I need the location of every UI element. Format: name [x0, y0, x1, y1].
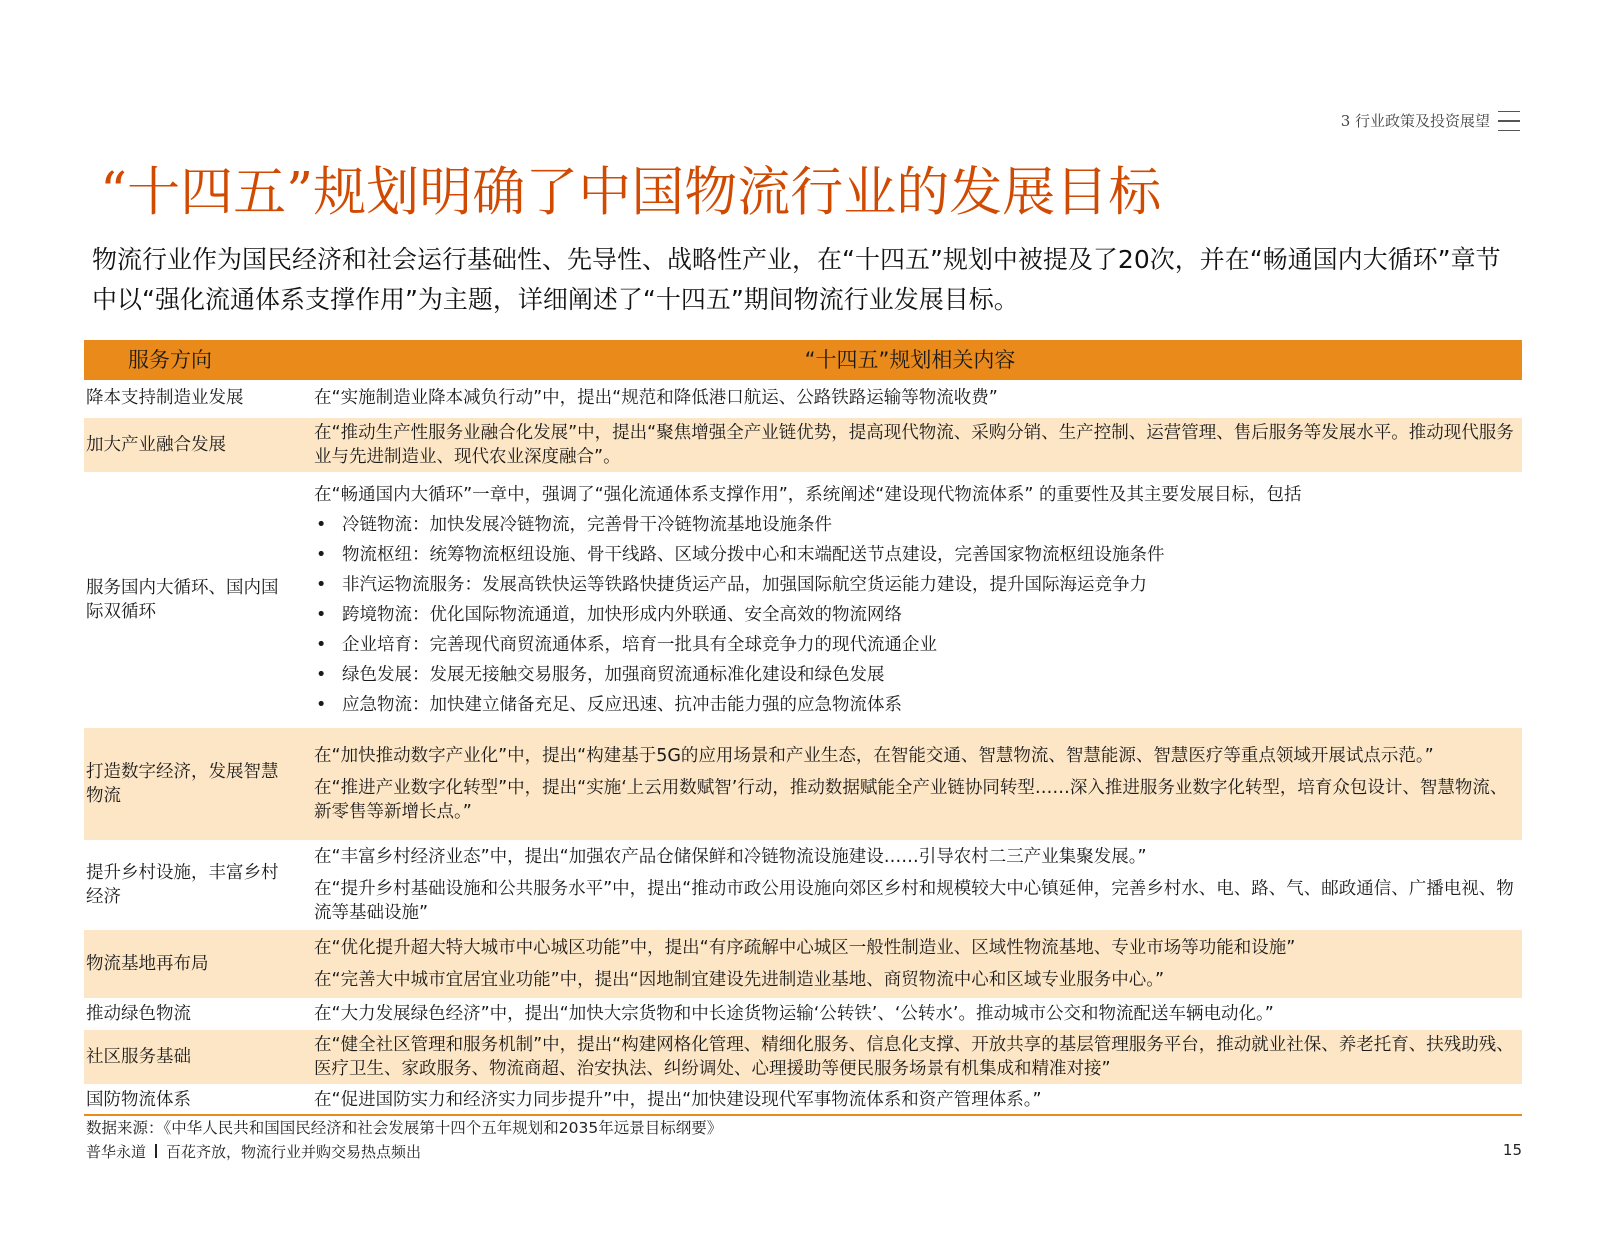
table-row: [84, 1029, 1522, 1085]
table-body: [84, 380, 1522, 1115]
intro-paragraph: 物流行业作为国民经济和社会运行基础性、先导性、战略性产业，在“十四五”规划中被提及了20次，并在“畅通国内大循环”章节中以“强化流通体系支撑作用”为主题，详细阐述了“十四五”期间物流行业发展目标。: [92, 245, 1501, 314]
goal-list-item: • 绿色发展：发展无接触交易服务，加强商贸流通标准化建设和绿色发展: [314, 663, 1514, 687]
table-row: [84, 999, 1522, 1029]
service-direction-cell: 物流基地再布局: [84, 929, 298, 999]
plan-content-cell: [298, 841, 1522, 929]
plan-content-cell: [298, 727, 1522, 841]
page-number: 15: [1502, 1141, 1522, 1159]
content-paragraph: 在“促进国防实力和经济实力同步提升”中，提出“加快建设现代军事物流体系和资产管理体系。”: [314, 1090, 1042, 1110]
table-row: [84, 727, 1522, 841]
service-direction-cell: 推动绿色物流: [84, 999, 298, 1029]
content-paragraph: 在“丰富乡村经济业态”中，提出“加强农产品仓储保鲜和冷链物流设施建设……引导农村二三产业集聚发展。”: [314, 847, 1147, 867]
table-row: [84, 841, 1522, 929]
content-paragraph: 在“实施制造业降本减负行动”中，提出“规范和降低港口航运、公路铁路运输等物流收费”: [314, 388, 998, 408]
service-direction-cell: 提升乡村设施，丰富乡村经济: [84, 841, 298, 929]
menu-lines-icon: [1498, 111, 1520, 131]
plan-content-cell: [298, 380, 1522, 417]
table-header-row: [84, 340, 1522, 380]
service-direction-cell: 社区服务基础: [84, 1029, 298, 1085]
service-direction-cell: 打造数字经济，发展智慧物流: [84, 727, 298, 841]
goal-list-item: • 冷链物流：加快发展冷链物流，完善骨干冷链物流基地设施条件: [314, 513, 1514, 537]
service-direction-cell: 加大产业融合发展: [84, 417, 298, 473]
content-paragraph: 在“加快推动数字产业化”中，提出“构建基于5G的应用场景和产业生态，在智能交通、智慧物流、智慧能源、智慧医疗等重点领域开展试点示范。”: [314, 746, 1434, 766]
content-paragraph: 在“健全社区管理和服务机制”中，提出“构建网格化管理、精细化服务、信息化支撑、开放共享的基层管理服务平台，推动就业社保、养老托育、扶残助残、医疗卫生、家政服务、物流商超、治安执法、纠纷调处、心理援助等便民服务场景有机集成和精准对接”: [314, 1035, 1514, 1079]
section-label: 3 行业政策及投资展望: [1340, 112, 1490, 130]
content-paragraph: 在“提升乡村基础设施和公共服务水平”中，提出“推动市政公用设施向郊区乡村和规模较大中心镇延伸，完善乡村水、电、路、气、邮政通信、广播电视、物流等基础设施”: [314, 879, 1514, 923]
content-paragraph: 在“优化提升超大特大城市中心城区功能”中，提出“有序疏解中心城区一般性制造业、区域性物流基地、专业市场等功能和设施”: [314, 938, 1296, 958]
plan-content-cell: [298, 473, 1522, 727]
footer-divider: [155, 1144, 157, 1158]
content-paragraph: 在“完善大中城市宜居宜业功能”中，提出“因地制宜建设先进制造业基地、商贸物流中心和区域专业服务中心。”: [314, 970, 1165, 990]
table-row: [84, 380, 1522, 417]
goal-list-item: • 物流枢纽：统筹物流枢纽设施、骨干线路、区域分拨中心和末端配送节点建设，完善国家物流枢纽设施条件: [314, 543, 1514, 567]
content-paragraph: 在“畅通国内大循环”一章中，强调了“强化流通体系支撑作用”，系统阐述“建设现代物流体系” 的重要性及其主要发展目标，包括: [314, 485, 1302, 505]
policy-table: [84, 340, 1522, 1116]
footer: [86, 1141, 421, 1162]
service-direction-cell: 国防物流体系: [84, 1085, 298, 1115]
plan-content-cell: [298, 1029, 1522, 1085]
header-service-direction: 服务方向: [84, 340, 298, 380]
goal-list: [314, 513, 1514, 717]
footer-report-title: 百花齐放，物流行业并购交易热点频出: [166, 1143, 422, 1161]
table-row: [84, 473, 1522, 727]
table-row: [84, 929, 1522, 999]
content-paragraph: 在“推动生产性服务业融合化发展”中，提出“聚焦增强全产业链优势，提高现代物流、采购分销、生产控制、运营管理、售后服务等发展水平。推动现代服务业与先进制造业、现代农业深度融合”。: [314, 423, 1514, 467]
footer-brand: 普华永道: [86, 1143, 147, 1161]
goal-list-item: • 应急物流：加快建立储备充足、反应迅速、抗冲击能力强的应急物流体系: [314, 693, 1514, 717]
content-paragraph: 在“推进产业数字化转型”中，提出“实施‘上云用数赋智’行动，推动数据赋能全产业链协同转型……深入推进服务业数字化转型，培育众包设计、智慧物流、新零售等新增长点。”: [314, 778, 1508, 822]
service-direction-cell: 服务国内大循环、国内国际双循环: [84, 473, 298, 727]
content-paragraph: 在“大力发展绿色经济”中，提出“加快大宗货物和中长途货物运输‘公转铁’、‘公转水’。推动城市公交和物流配送车辆电动化。”: [314, 1004, 1274, 1024]
goal-list-item: • 跨境物流：优化国际物流通道，加快形成内外联通、安全高效的物流网络: [314, 603, 1514, 627]
table-row: [84, 1085, 1522, 1115]
page-title: “十四五”规划明确了中国物流行业的发展目标: [100, 162, 1162, 223]
service-direction-cell: 降本支持制造业发展: [86, 388, 244, 408]
goal-list-item: • 非汽运物流服务：发展高铁快运等铁路快捷货运产品，加强国际航空货运能力建设，提升国际海运竞争力: [314, 573, 1514, 597]
plan-content-cell: [298, 417, 1522, 473]
goal-list-item: • 企业培育：完善现代商贸流通体系，培育一批具有全球竞争力的现代流通企业: [314, 633, 1514, 657]
plan-content-cell: [298, 999, 1522, 1029]
plan-content-cell: [298, 1085, 1522, 1115]
table-row: [84, 417, 1522, 473]
data-source-note: 数据来源：《中华人民共和国国民经济和社会发展第十四个五年规划和2035年远景目标纲要》: [86, 1119, 723, 1137]
plan-content-cell: [298, 929, 1522, 999]
header-plan-content: “十四五”规划相关内容: [298, 340, 1522, 380]
